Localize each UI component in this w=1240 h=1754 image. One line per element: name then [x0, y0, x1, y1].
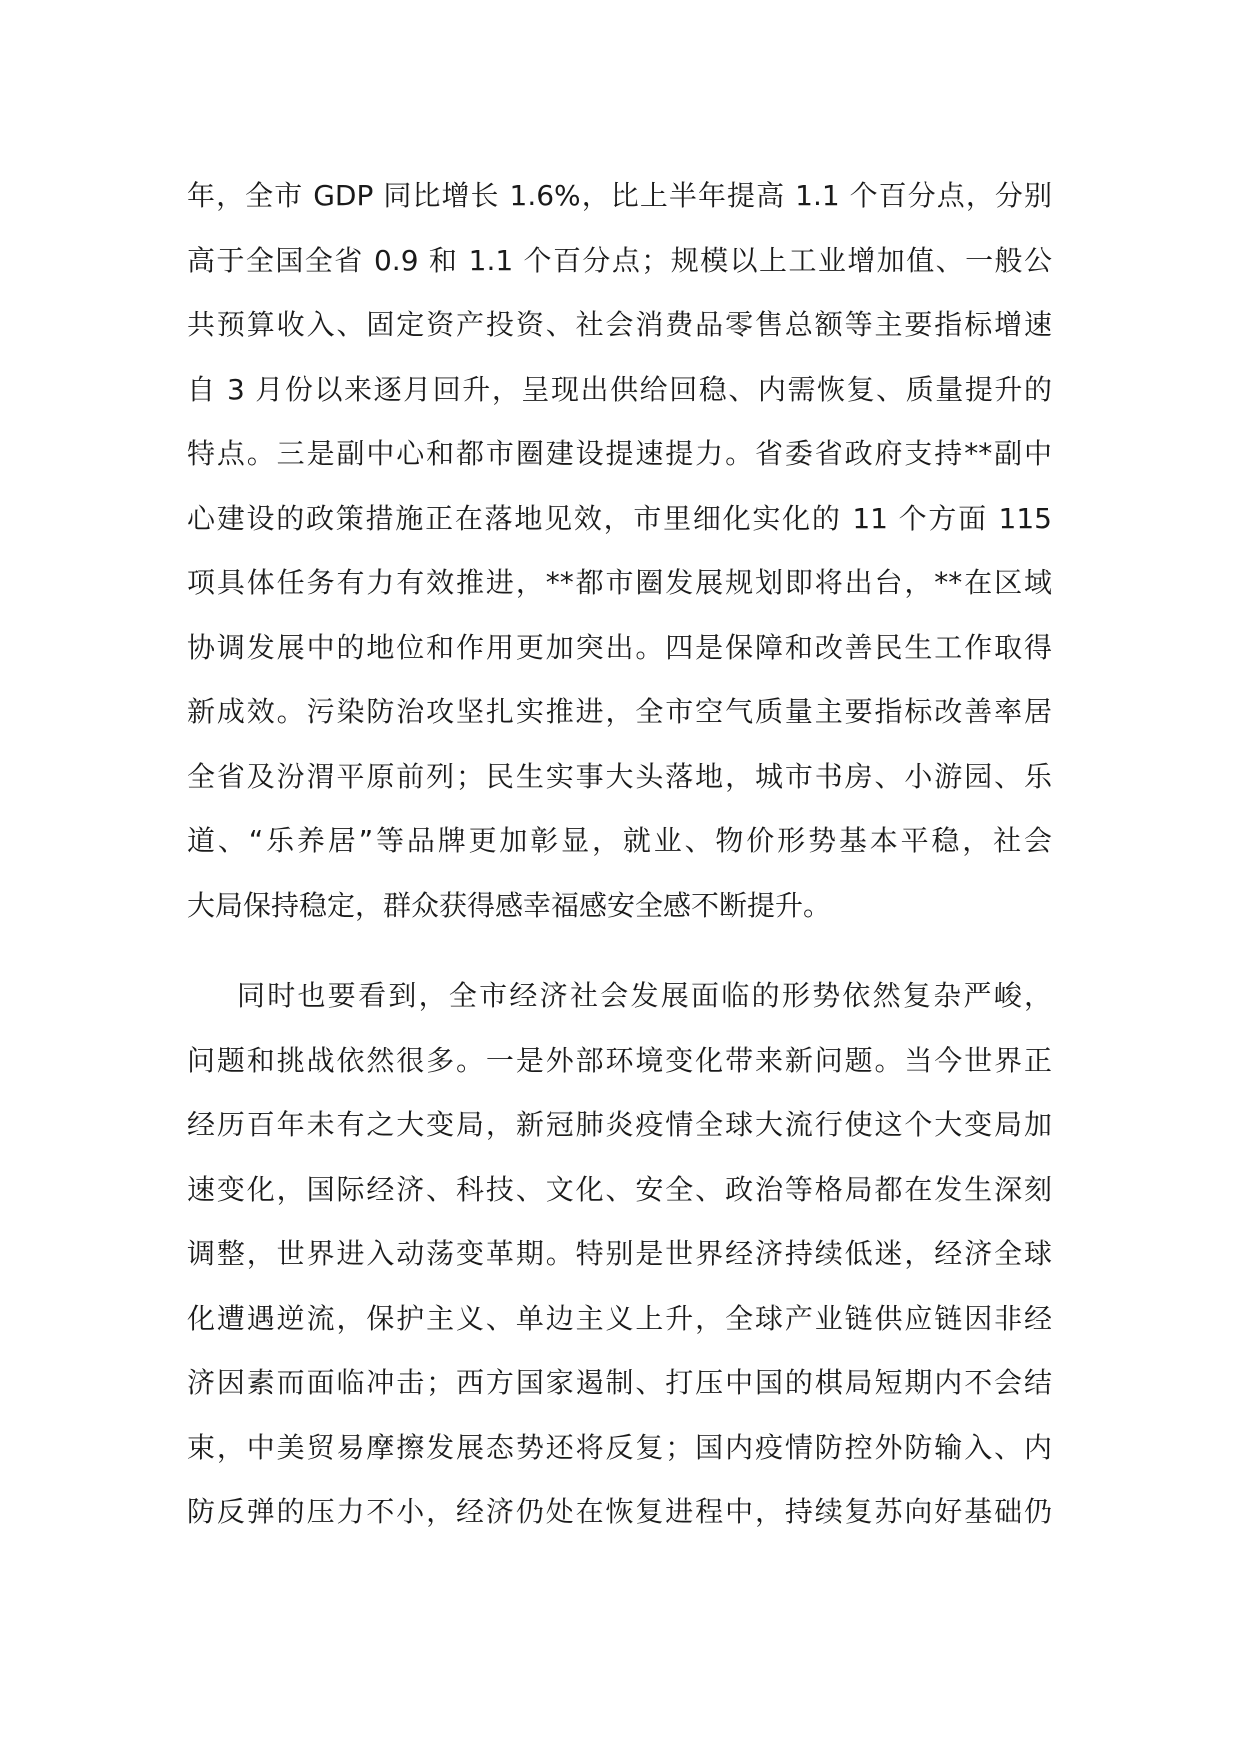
paragraph-line: 同时也要看到，全市经济社会发展面临的形势依然复杂严峻，: [237, 979, 1052, 1012]
paragraph-line: 经历百年未有之大变局，新冠肺炎疫情全球大流行使这个大变局加: [187, 1108, 1052, 1141]
paragraph-line: 速变化，国际经济、科技、文化、安全、政治等格局都在发生深刻: [187, 1172, 1052, 1206]
paragraph-line: 化遭遇逆流，保护主义、单边主义上升，全球产业链供应链因非经: [187, 1301, 1052, 1335]
paragraph-line: 束，中美贸易摩擦发展态势还将反复；国内疫情防控外防输入、内: [187, 1430, 1052, 1464]
paragraph-line: 道、“乐养居”等品牌更加彰显，就业、物价形势基本平稳，社会: [187, 824, 1052, 857]
paragraph-line: 问题和挑战依然很多。一是外部环境变化带来新问题。当今世界正: [187, 1043, 1052, 1077]
paragraph-line: 新成效。污染防治攻坚扎实推进，全市空气质量主要指标改善率居: [187, 695, 1052, 728]
paragraph-line: 特点。三是副中心和都市圈建设提速提力。省委省政府支持**副中: [187, 437, 1052, 470]
paragraph-line: 心建设的政策措施正在落地见效，市里细化实化的 11 个方面 115: [187, 501, 1052, 535]
paragraph-economy-summary: [187, 164, 1052, 938]
paragraph-line: 调整，世界进入动荡变革期。特别是世界经济持续低迷，经济全球: [187, 1237, 1052, 1270]
paragraph-line: 共预算收入、固定资产投资、社会消费品零售总额等主要指标增速: [187, 308, 1052, 341]
paragraph-line: 高于全国全省 0.9 和 1.1 个百分点；规模以上工业增加值、一般公: [187, 243, 1052, 277]
paragraph-line: 全省及汾渭平原前列；民生实事大头落地，城市书房、小游园、乐: [187, 759, 1052, 793]
paragraph-line: 自 3 月份以来逐月回升，呈现出供给回稳、内需恢复、质量提升的: [187, 372, 1052, 406]
paragraph-line: 项具体任务有力有效推进，**都市圈发展规划即将出台，**在区域: [187, 566, 1052, 599]
paragraph-line: 大局保持稳定，群众获得感幸福感安全感不断提升。: [187, 888, 832, 922]
paragraph-challenges: [187, 964, 1052, 1545]
paragraph-line: 防反弹的压力不小，经济仍处在恢复进程中，持续复苏向好基础仍: [187, 1495, 1052, 1528]
paragraph-line: 济因素而面临冲击；西方国家遏制、打压中国的棋局短期内不会结: [187, 1366, 1052, 1399]
paragraph-line: 年，全市 GDP 同比增长 1.6%，比上半年提高 1.1 个百分点，分别: [187, 179, 1052, 212]
paragraph-line: 协调发展中的地位和作用更加突出。四是保障和改善民生工作取得: [187, 630, 1052, 664]
